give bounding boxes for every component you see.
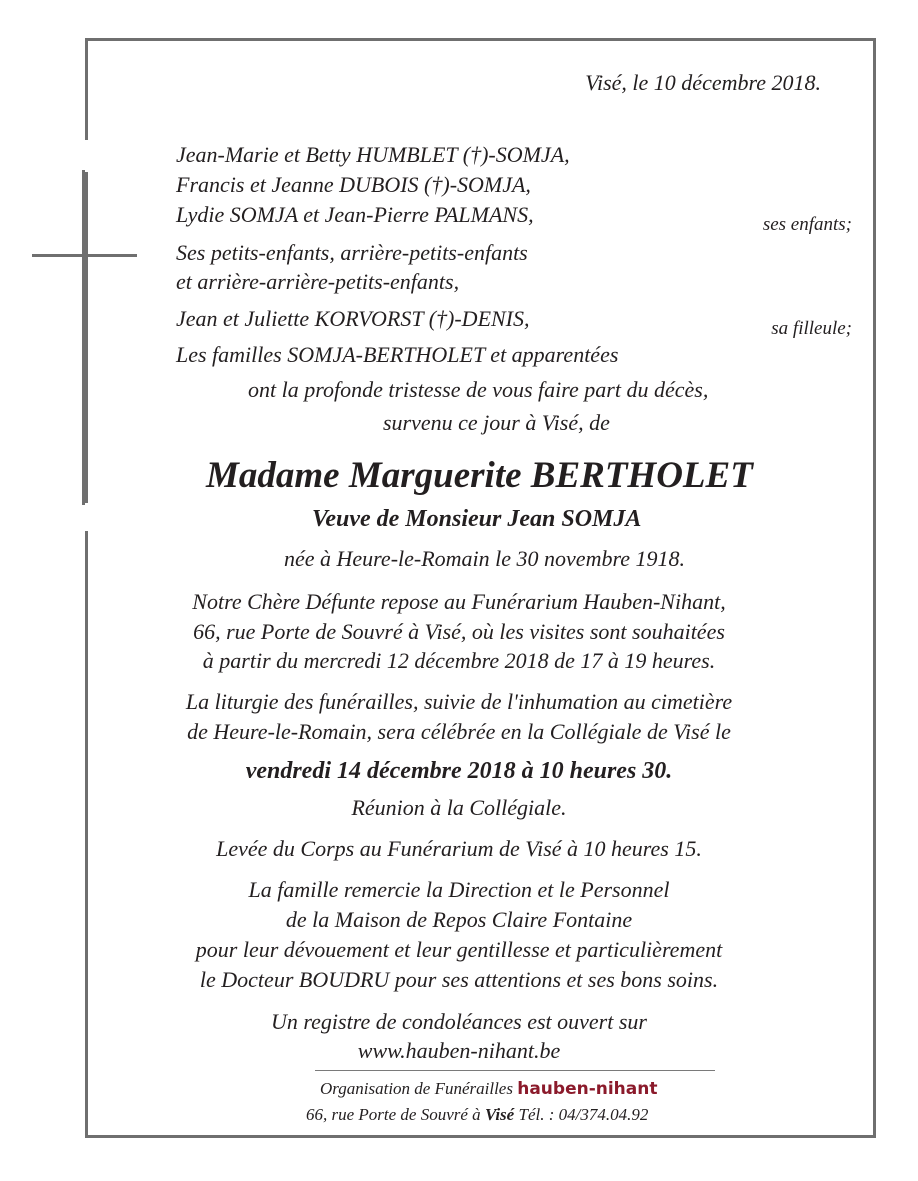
thanks-line-3: pour leur dévouement et leur gentillesse et particulièrement [195, 937, 723, 962]
cross-horizontal-icon [32, 254, 137, 257]
announce-line-1: ont la profonde tristesse de vous faire part du décès, [248, 377, 709, 402]
children-role: ses enfants; [762, 214, 852, 235]
cross-vertical-icon [82, 170, 85, 505]
funeral-datetime: vendredi 14 décembre 2018 à 10 heures 30. [245, 758, 673, 784]
families-line: Les familles SOMJA-BERTHOLET et apparentées [176, 342, 619, 367]
grandchildren-line-1: Ses petits-enfants, arrière-petits-enfants [176, 240, 528, 265]
footer-org [320, 1076, 658, 1102]
announce-line-2: survenu ce jour à Visé, de [383, 410, 610, 435]
brand-logo: hauben-nihant [517, 1079, 658, 1099]
born-line: née à Heure-le-Romain le 30 novembre 1918. [284, 546, 685, 571]
visitation-line-3: à partir du mercredi 12 décembre 2018 de 17 à 19 heures. [202, 648, 716, 673]
border-gap-top [80, 140, 90, 172]
footer-phone: Tél. : 04/374.04.92 [518, 1105, 649, 1124]
widow-of: Veuve de Monsieur Jean SOMJA [312, 506, 642, 532]
grandchildren-line-2: et arrière-arrière-petits-enfants, [176, 269, 460, 294]
registry-url[interactable]: www.hauben-nihant.be [357, 1038, 561, 1063]
child-line-1: Jean-Marie et Betty HUMBLET (†)-SOMJA, [176, 142, 570, 167]
footer-address-prefix: 66, rue Porte de Souvré à [306, 1105, 481, 1124]
thanks-line-2: de la Maison de Repos Claire Fontaine [285, 907, 633, 932]
deceased-name: Madame Marguerite BERTHOLET [206, 455, 753, 496]
registry-line: Un registre de condoléances est ouvert sur [271, 1009, 647, 1034]
footer-org-label: Organisation de Funérailles [320, 1079, 513, 1098]
meeting-line: Réunion à la Collégiale. [351, 795, 567, 820]
thanks-line-1: La famille remercie la Direction et le Personnel [248, 877, 670, 902]
border-gap-bottom [80, 503, 90, 531]
child-line-2: Francis et Jeanne DUBOIS (†)-SOMJA, [176, 172, 531, 197]
footer-separator [315, 1070, 715, 1071]
visitation-line-1: Notre Chère Défunte repose au Funérarium Hauben-Nihant, [192, 589, 726, 614]
footer-address [306, 1102, 648, 1128]
visitation-line-2: 66, rue Porte de Souvré à Visé, où les visites sont souhaitées [193, 619, 725, 644]
thanks-line-4: le Docteur BOUDRU pour ses attentions et ses bons soins. [199, 967, 719, 992]
goddaughter-role: sa filleule; [771, 318, 852, 339]
footer-address-city: Visé [484, 1105, 515, 1124]
date-line: Visé, le 10 décembre 2018. [585, 70, 821, 95]
goddaughter-line: Jean et Juliette KORVORST (†)-DENIS, [176, 306, 530, 331]
child-line-3: Lydie SOMJA et Jean-Pierre PALMANS, [176, 202, 534, 227]
liturgy-line-1: La liturgie des funérailles, suivie de l'inhumation au cimetière [185, 689, 733, 714]
liturgy-line-2: de Heure-le-Romain, sera célébrée en la Collégiale de Visé le [187, 719, 731, 744]
levee-line: Levée du Corps au Funérarium de Visé à 10 heures 15. [216, 836, 702, 861]
